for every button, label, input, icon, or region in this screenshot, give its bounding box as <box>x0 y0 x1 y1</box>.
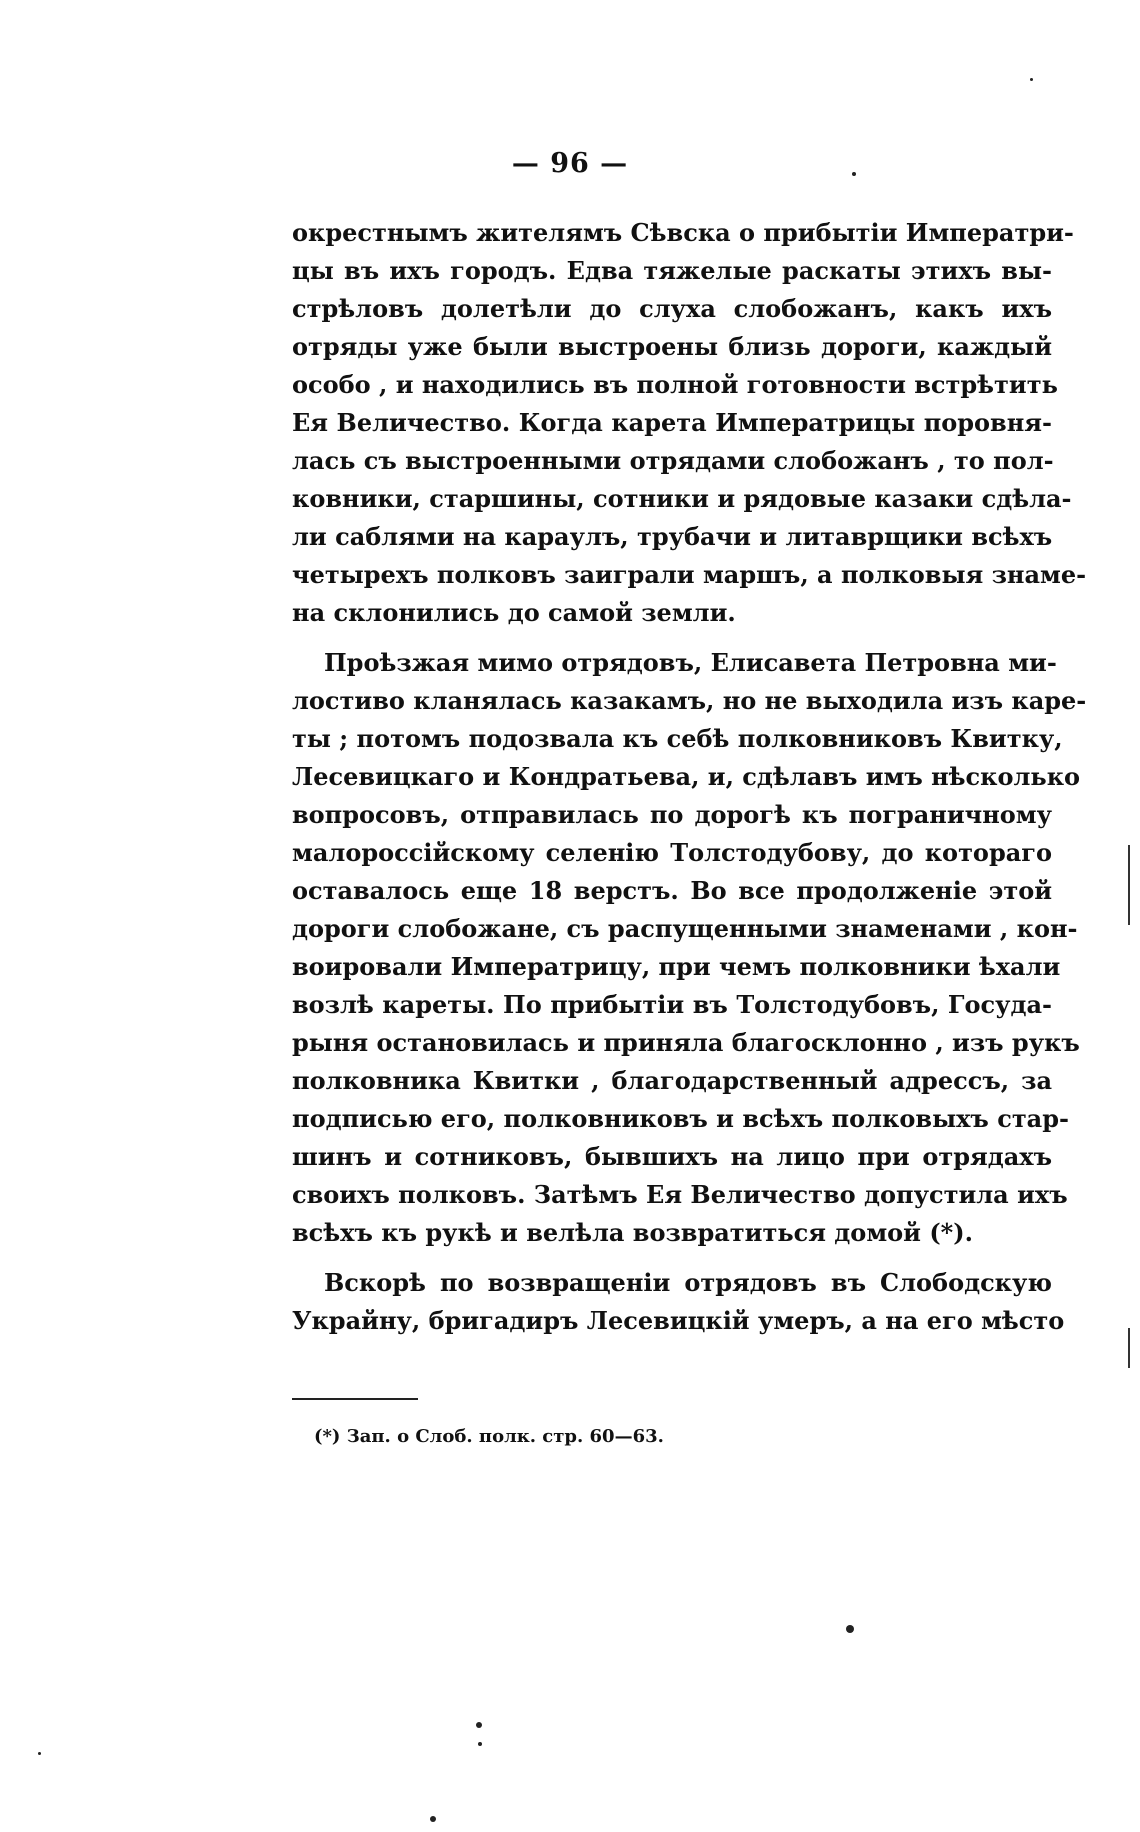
scan-speck <box>478 1742 482 1746</box>
scan-speck <box>430 1816 436 1822</box>
paragraph-line: лась съ выстроенными отрядами слобожанъ , то пол- <box>292 446 1054 475</box>
scan-speck <box>852 172 856 176</box>
paragraph-line: оставалось еще 18 верстъ. Во все продолженіе этой <box>292 876 1052 905</box>
scan-speck <box>476 1722 482 1728</box>
paragraph-line: своихъ полковъ. Затѣмъ Ея Величество допустила ихъ <box>292 1180 1068 1209</box>
paragraph-line: рыня остановилась и приняла благосклонно , изъ рукъ <box>292 1028 1080 1057</box>
scan-speck <box>846 1625 854 1633</box>
scan-speck <box>38 1752 41 1755</box>
paragraph-line: Вскорѣ по возвращеніи отрядовъ въ Слободскую <box>324 1268 1052 1297</box>
paragraph-line: стрѣловъ долетѣли до слуха слобожанъ, какъ ихъ <box>292 294 1052 323</box>
footnote: (*) Зап. о Слоб. полк. стр. 60—63. <box>314 1426 664 1447</box>
paragraph-line: воировали Императрицу, при чемъ полковники ѣхали <box>292 952 1061 981</box>
scan-speck <box>1030 78 1033 81</box>
paragraph-line: на склонились до самой земли. <box>292 598 736 627</box>
paragraph-3 <box>292 1264 1065 1340</box>
paragraph-line: лостиво кланялась казакамъ, но не выходила изъ каре- <box>292 686 1087 715</box>
paragraph-line: шинъ и сотниковъ, бывшихъ на лицо при отрядахъ <box>292 1142 1052 1171</box>
body-text <box>292 214 1087 1340</box>
paragraph-line: Ея Величество. Когда карета Императрицы поровня- <box>292 408 1052 437</box>
paragraph-line: ли саблями на караулъ, трубачи и литаврщики всѣхъ <box>292 522 1053 551</box>
paragraph-line: ковники, старшины, сотники и рядовые казаки сдѣла- <box>292 484 1072 513</box>
paragraph-line: цы въ ихъ городъ. Едва тяжелые раскаты этихъ вы- <box>292 256 1052 285</box>
paragraph-line: Проѣзжая мимо отрядовъ, Елисавета Петровна ми- <box>324 648 1057 677</box>
scan-edge-mark <box>1128 1328 1130 1368</box>
paragraph-line: возлѣ кареты. По прибытіи въ Толстодубовъ, Госуда- <box>292 990 1052 1019</box>
paragraph-line: Лесевицкаго и Кондратьева, и, сдѣлавъ имъ нѣсколько <box>292 762 1081 791</box>
paragraph-line: малороссійскому селенію Толстодубову, до котораго <box>292 838 1052 867</box>
paragraph-line: окрестнымъ жителямъ Сѣвска о прибытіи Императри- <box>292 218 1074 247</box>
paragraph-line: отряды уже были выстроены близь дороги, каждый <box>292 332 1052 361</box>
paragraph-line: дороги слобожане, съ распущенными знаменами , кон- <box>292 914 1078 943</box>
paragraph-2 <box>292 644 1087 1252</box>
scan-edge-mark <box>1128 845 1130 925</box>
paragraph-line: ты ; потомъ подозвала къ себѣ полковниковъ Квитку, <box>292 724 1063 753</box>
page-number: — 96 — <box>511 148 629 179</box>
paragraph-line: вопросовъ, отправилась по дорогѣ къ пограничному <box>292 800 1052 829</box>
paragraph-line: полковника Квитки , благодарственный адрессъ, за <box>292 1066 1052 1095</box>
paragraph-line: четырехъ полковъ заиграли маршъ, а полковыя знаме- <box>292 560 1087 589</box>
paragraph-line: подписью его, полковниковъ и всѣхъ полковыхъ стар- <box>292 1104 1069 1133</box>
footnote-divider <box>292 1398 418 1400</box>
paragraph-line: Украйну, бригадиръ Лесевицкій умеръ, а на его мѣсто <box>292 1306 1065 1335</box>
paragraph-line: особо , и находились въ полной готовности встрѣтить <box>292 370 1058 399</box>
paragraph-line: всѣхъ къ рукѣ и велѣла возвратиться домой (*). <box>292 1218 973 1247</box>
paragraph-1 <box>292 214 1087 632</box>
